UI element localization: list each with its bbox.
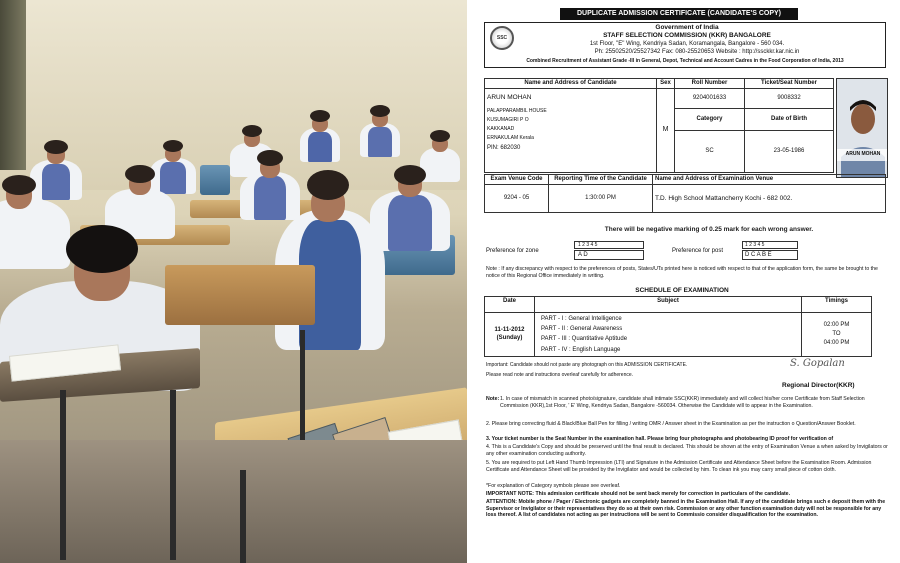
candidate-portrait: [837, 79, 888, 178]
org-address: 1st Floor, "E" Wing, Kendriya Sadan, Koramangala, Bangalore - 560 034.: [589, 41, 785, 47]
gov-title: Government of India: [655, 24, 719, 31]
negative-marking: There will be negative marking of 0.25 mark for each wrong answer.: [604, 226, 814, 233]
pref-post-numbers: 1 2 3 4 5: [742, 241, 798, 249]
photo-caption: ARUN MOHAN: [845, 151, 881, 157]
candidate-name: ARUN MOHAN: [487, 94, 532, 102]
col-category: Category: [675, 109, 745, 131]
category-value: SC: [675, 131, 745, 173]
col-timings: Timings: [802, 297, 872, 313]
desk-leg: [300, 330, 305, 440]
subjects-cell: [535, 313, 802, 357]
ticket-value: 9008332: [745, 89, 834, 109]
venue-table: [484, 174, 886, 213]
time-from: 02:00 PM: [823, 321, 850, 328]
col-date: Date: [485, 297, 535, 313]
col-dob: Date of Birth: [745, 109, 834, 131]
exam-day: (Sunday): [496, 334, 523, 341]
roll-value: 9204001633: [675, 89, 745, 109]
dob-value: 23-05-1986: [745, 131, 834, 173]
certificate-banner: DUPLICATE ADMISSION CERTIFICATE (CANDIDATE'S COPY): [560, 8, 798, 20]
time-to-word: TO: [832, 330, 841, 337]
note-7: IMPORTANT NOTE: This admission certificate should not be sent back merely for correction in particulars of the candidate.: [486, 491, 791, 497]
col-ticket: Ticket/Seat Number: [745, 79, 834, 89]
preference-note: Note : If any discrepancy with respect to the preferences of posts, States/UTs printed here is noticed with respect to that of the application form, the same be brought to the notice of this Regional Office immediately in writing.: [486, 266, 878, 279]
subject-part-4: PART - IV : English Language: [541, 346, 621, 353]
desk-leg: [240, 470, 246, 563]
subject-part-1: PART - I : General Intelligence: [541, 316, 622, 322]
schedule-table: [484, 296, 872, 357]
note-5: 5. You are required to put Left Hand Thumb Impression (LTI) and Signature in the Admission Certificate and Attendance Sheet before the Examination Room. Admission Certificate and Attendance Sheet will be provided by the Invigilator and would be collected by him. To clean ink you may carry small piece of cotton cloth.: [486, 460, 872, 473]
candidate-photo: [836, 78, 888, 178]
ssc-logo: [490, 26, 514, 50]
subject-part-2: PART - II : General Awareness: [541, 326, 623, 333]
bench-wooden: [165, 265, 315, 325]
note-8: ATTENTION: Mobile phone / Pager / Electronic gadgets are completely banned in the Examination Hall. If any of the candidate brings such e deposit them with the Supervisor or Invigilator or their representatives they do so at their own risk. Commission or any other function examination duty will not be responsible for any loss thereof. A list of candidates not acting as per instructions will be sent to Commissio consider disqualification for the examination.: [486, 499, 886, 519]
org-contact: Ph: 25502520/25527342 Fax: 080-25520653 Website : http://ssckkr.kar.nic.in: [594, 49, 800, 55]
note-3: 3. Your ticket number is the Seat Number in the examination hall. Please bring four photographs and photobearing ID proof for verification of: [486, 436, 834, 442]
time-to: 04:00 PM: [823, 340, 850, 347]
candidate-table: [484, 78, 834, 173]
col-sex: Sex: [657, 79, 675, 89]
pref-post-label: Preference for post: [672, 248, 724, 254]
pref-post-value: D C A B E: [742, 250, 798, 260]
address-line-1: PALAPPARAMBIL HOUSE: [487, 107, 547, 114]
note-label: Note:: [486, 396, 500, 402]
note-4: 4. This is a Candidate's Copy and should be preserved until the final result is declared. This should be shown at the entry of Examination Venue a when asked by Invigilators or any other examination conducting authority.: [486, 444, 888, 457]
address-line-4: ERNAKULAM Kerala: [487, 134, 534, 141]
venue-code-value: 9204 - 05: [485, 185, 549, 213]
note-2: 2. Please bring correcting fluid & Black/Blue Ball Pen for filling / writing OMR / Answer sheet in the Examination as per the instruction o Question/Answer Booklet.: [486, 421, 856, 427]
pref-zone-label: Preference for zone: [486, 248, 539, 254]
note-6: *For explanation of Category symbols please see overleaf.: [486, 483, 621, 489]
director-signature: S. Gopalan: [790, 358, 845, 369]
schedule-title: SCHEDULE OF EXAMINATION: [635, 287, 729, 294]
timings-cell: [802, 313, 872, 357]
sex-value: M: [657, 89, 675, 173]
regional-director: Regional Director(KKR): [782, 382, 855, 389]
desk-leg: [60, 390, 66, 560]
col-name-address: Name and Address of Candidate: [485, 79, 657, 89]
exam-date: 11-11-2012: [494, 327, 525, 334]
note-1: 1. In case of mismatch in scanned photo/signature, candidate shall intimate SSC(KKR) immediately and will collect his/her corre Certificate from Staff Selection Commission (KKR),1st Floor, ' E' Wing, Kendriya Sadan, Bangalore -560034. Otherwise the Candidate will to appear in the Examination.: [500, 396, 865, 409]
col-subject: Subject: [535, 297, 802, 313]
address-pin: PIN: 682030: [487, 144, 521, 151]
col-reporting: Reporting Time of the Candidate: [549, 175, 653, 185]
venue-value: T.D. High School Mattancherry Kochi - 682 002.: [653, 185, 886, 213]
org-title: STAFF SELECTION COMMISSION (KKR) BANGALORE: [603, 32, 771, 39]
exam-title: Combined Recruitment of Assistant Grade -III in General, Depot, Technical and Account Cadres in the Food Corporation of India, 2013: [526, 58, 844, 64]
address-line-2: KUSUMAGIRI P O: [487, 116, 529, 123]
candidate-address-cell: [485, 89, 657, 173]
pref-zone-numbers: 1 2 3 4 5: [574, 241, 644, 249]
subject-part-3: PART - III : Quantitative Aptitude: [541, 336, 628, 343]
address-line-3: KAKKANAD: [487, 125, 515, 132]
pref-zone-value: A D: [574, 250, 644, 260]
classroom-floor: [0, 440, 467, 563]
desk-leg: [170, 390, 176, 560]
admission-certificate: [472, 0, 900, 563]
door-frame: [0, 0, 26, 170]
logo-text: SSC: [496, 35, 508, 41]
col-venue-address: Name and Address of Examination Venue: [653, 175, 886, 185]
important-photo-note: Important: Candidate should not paste any photograph on this ADMISSION CERTIFICATE.: [486, 362, 688, 368]
read-overleaf: Please read note and instructions overleaf carefully for adherence.: [486, 372, 634, 378]
reporting-value: 1:30:00 PM: [549, 185, 653, 213]
col-venue-code: Exam Venue Code: [485, 175, 549, 185]
exam-date-cell: [485, 313, 535, 357]
chair-blue-1: [200, 165, 230, 195]
col-roll: Roll Number: [675, 79, 745, 89]
